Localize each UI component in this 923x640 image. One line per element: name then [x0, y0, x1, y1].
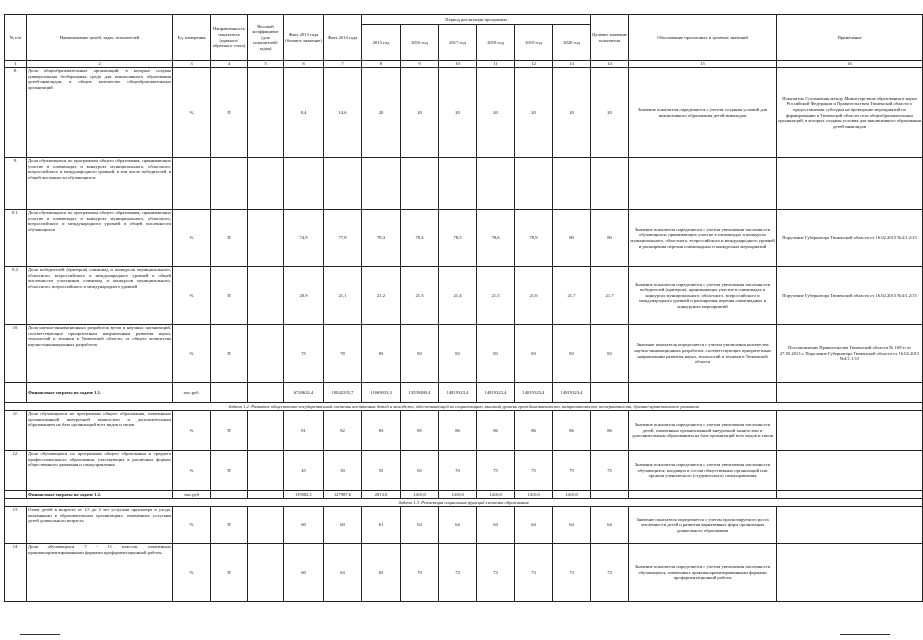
target-value: 20	[591, 68, 629, 158]
year-value	[477, 158, 515, 210]
target-value: 75	[591, 451, 629, 491]
year-value: 63	[401, 507, 439, 544]
finance-empty	[629, 383, 777, 403]
unit: %	[173, 451, 211, 491]
indicator-name: Доля общеобразовательных организаций, в которых создана универсальная безбарьерная среда для инклюзивного образования детей-инвалидов, в общем количестве общеобразовательных организаций	[27, 68, 173, 158]
fact-2013: 75	[284, 325, 324, 383]
task-1-2-title: Задача 1.2. Развитие общественно-государственной системы воспитания детей и молодежи, обеспечивающей их социализацию, высокий уровень гражданственности, патриотичности, толерантности, духовно-нравственного развития	[5, 403, 923, 411]
finance-year: 14819323,4	[553, 383, 591, 403]
target-value: 86	[591, 411, 629, 451]
year-value: 75	[553, 451, 591, 491]
fact-2013: 20,9	[284, 267, 324, 325]
year-value: 64	[477, 507, 515, 544]
weight	[248, 267, 284, 325]
year-value: 83	[515, 325, 553, 383]
direction: П	[211, 544, 248, 602]
year-value: 78,3	[362, 210, 401, 267]
year-value: 83	[477, 325, 515, 383]
table-row	[5, 411, 923, 451]
fact-2014: 78	[324, 325, 362, 383]
weight	[248, 451, 284, 491]
year-value: 78,9	[515, 210, 553, 267]
finance-2013: 6720632,4	[284, 383, 324, 403]
year-value	[362, 158, 401, 210]
justification: Значение показателя определяется с учетом создания условий для инклюзивного образования детей-инвалидов	[629, 68, 777, 158]
header-row	[5, 15, 923, 25]
col-number: 15	[629, 61, 777, 68]
finance-empty	[777, 491, 923, 499]
year-value: 73	[477, 544, 515, 602]
unit: %	[173, 267, 211, 325]
year-value	[553, 158, 591, 210]
col-number: 2	[27, 61, 173, 68]
indicator-name: Доля обучающихся по программам общего образования, принимающих участие в олимпиадах и конкурсах муниципального, областного, всероссийского и международного уровней в общей численности обучающихся	[27, 210, 173, 267]
year-value	[401, 158, 439, 210]
direction: П	[211, 411, 248, 451]
fact-2014: 82	[324, 411, 362, 451]
indicator-name: Доля победителей (призеров) олимпиад и конкурсов муниципального, областного, всероссийского и международного уровней в общей численности участников олимпиад и конкурсов муниципального, областного, всероссийского и международного уровней	[27, 267, 173, 325]
direction: П	[211, 507, 248, 544]
finance-year: 2813,0	[362, 491, 401, 499]
year-value: 21,5	[477, 267, 515, 325]
header-justification: Обоснование прогнозных и целевых значений	[629, 15, 777, 61]
weight	[248, 507, 284, 544]
finance-year: 1410,0	[515, 491, 553, 499]
target-value	[591, 158, 629, 210]
year-value: 86	[477, 411, 515, 451]
year-value: 20	[362, 68, 401, 158]
header-fact-2014: Факт 2014 года	[324, 15, 362, 61]
note: Поручение Губернатора Тюменской области от 16.02.2015 №4/1.2/15	[777, 210, 923, 267]
header-target: Целевое значение показателя	[591, 15, 629, 61]
col-number: 8	[362, 61, 401, 68]
header-direction: Направленность показателя (прямого/обратного счета)	[211, 15, 248, 61]
finance-empty	[248, 491, 284, 499]
row-number: 9.1.	[5, 210, 27, 267]
year-value: 86	[553, 411, 591, 451]
weight	[248, 544, 284, 602]
note: Поручение Губернатора Тюменской области от 16.02.2015 №4/1.2/15	[777, 267, 923, 325]
unit: %	[173, 507, 211, 544]
header-weight: Весовой коэффициент (для показателей/задач)	[248, 15, 284, 61]
col-number: 7	[324, 61, 362, 68]
year-value: 64	[439, 507, 477, 544]
justification: Значение показателя определяется с учетом увеличения численности обучающихся, охваченных практикоориентированными формами профориентационной работы	[629, 544, 777, 602]
year-value: 73	[439, 544, 477, 602]
finance-no	[5, 383, 27, 403]
row-number: 8.	[5, 68, 27, 158]
year-value	[515, 158, 553, 210]
direction: П	[211, 325, 248, 383]
header-year: 2015 год	[362, 25, 401, 61]
unit: %	[173, 325, 211, 383]
header-year: 2019 год	[515, 25, 553, 61]
year-value: 20	[477, 68, 515, 158]
finance-row	[5, 383, 923, 403]
table-row	[5, 325, 923, 383]
indicator-name: Доля обучающихся по программам общего образования и среднего профессионального образования, участвующих в различных формах общественного движения и самоуправления	[27, 451, 173, 491]
year-value: 83	[439, 325, 477, 383]
header-year: 2017 год	[439, 25, 477, 61]
year-value: 20	[515, 68, 553, 158]
finance-no	[5, 491, 27, 499]
finance-empty	[629, 491, 777, 499]
year-value: 65	[401, 451, 439, 491]
finance-empty	[248, 383, 284, 403]
target-value: 80	[591, 210, 629, 267]
table-row	[5, 267, 923, 325]
header-fact-2013: Факт 2013 года (базовое значение)	[284, 15, 324, 61]
finance-empty	[777, 383, 923, 403]
target-value: 21,7	[591, 267, 629, 325]
unit: %	[173, 411, 211, 451]
indicator-name: Доля обучающихся по программам общего образования, охваченных организованной внеурочной занятостью и дополнительным образованием на базе организаций всех видов и типов	[27, 411, 173, 451]
fact-2013: 60	[284, 544, 324, 602]
col-number: 1	[5, 61, 27, 68]
year-value: 70	[401, 544, 439, 602]
weight	[248, 325, 284, 383]
finance-2013: 119582,1	[284, 491, 324, 499]
year-value: 73	[515, 544, 553, 602]
fact-2014: 60	[324, 507, 362, 544]
row-number: 14.	[5, 544, 27, 602]
header-note: Примечание	[777, 15, 923, 61]
note: Постановление Правительства Тюменской области № 169-п от 27.05.2013 г. Поручение Губернатора Тюменской области от 16.02.2015 №4/1.1/15	[777, 325, 923, 383]
column-numbers-row	[5, 61, 923, 68]
indicator-name: Доля обучающихся по программам общего образования, принимающих участие в олимпиадах и конкурсах муниципального, областного, всероссийского и международного уровней, в том числе победителей, в общей численности обучающихся:	[27, 158, 173, 210]
finance-label: Финансовые затраты по задаче 1.2.	[27, 491, 173, 499]
table-row	[5, 68, 923, 158]
fact-2013: 81	[284, 411, 324, 451]
col-number: 10	[439, 61, 477, 68]
unit	[173, 158, 211, 210]
fact-2013: 8,4	[284, 68, 324, 158]
col-number: 5	[248, 61, 284, 68]
year-value: 78,5	[439, 210, 477, 267]
unit: %	[173, 544, 211, 602]
justification: Значение показателя определяется с учетом прогнозируемого роста численности детей и развития вариативных форм организации дошкольного образования	[629, 507, 777, 544]
row-number: 9.	[5, 158, 27, 210]
header-year: 2018 год	[477, 25, 515, 61]
direction: П	[211, 451, 248, 491]
weight	[248, 210, 284, 267]
finance-year: 14819323,4	[515, 383, 553, 403]
table-row	[5, 451, 923, 491]
year-value: 21,2	[362, 267, 401, 325]
finance-label: Финансовые затраты по задаче 1.1.	[27, 383, 173, 403]
finance-empty	[591, 383, 629, 403]
year-value: 86	[515, 411, 553, 451]
finance-year: 14819323,4	[477, 383, 515, 403]
row-number: 9.2.	[5, 267, 27, 325]
target-value: 83	[591, 325, 629, 383]
year-value: 83	[362, 325, 401, 383]
weight	[248, 411, 284, 451]
year-value: 20	[439, 68, 477, 158]
finance-2014: 127987,6	[324, 491, 362, 499]
finance-row	[5, 491, 923, 499]
justification: Значение показателя определяется с учетом увеличения численности обучающихся, принимающих участие в олимпиадах и конкурсах муниципального, областного, всероссийского и международного уровней и расширения перечня олимпиадных и конкурсных мероприятий	[629, 210, 777, 267]
header-no: № п/п	[5, 15, 27, 61]
row-number: 10.	[5, 325, 27, 383]
finance-empty	[211, 383, 248, 403]
justification: Значение показателя определяется с учетом увеличения численности обучающихся, входящих в состав общественных организаций или органов ученического (студенческого) самоуправления	[629, 451, 777, 491]
finance-empty	[211, 491, 248, 499]
col-number: 13	[553, 61, 591, 68]
indicators-table	[4, 14, 923, 602]
year-value: 21,4	[439, 267, 477, 325]
table-row	[5, 507, 923, 544]
row-number: 13.	[5, 507, 27, 544]
weight	[248, 158, 284, 210]
year-value	[439, 158, 477, 210]
table-row	[5, 544, 923, 602]
finance-year: 1410,0	[439, 491, 477, 499]
col-number: 6	[284, 61, 324, 68]
direction	[211, 158, 248, 210]
justification: Значение показателя определяется с учетом увеличения количества научно-инновационных разработок, соответствующих приоритетным направлениям развития науки, технологий и техники в Тюменской области	[629, 325, 777, 383]
col-number: 4	[211, 61, 248, 68]
section-row	[5, 403, 923, 411]
finance-year: 13559480,4	[401, 383, 439, 403]
year-value: 85	[401, 411, 439, 451]
table-row	[5, 210, 923, 267]
finance-year: 1410,0	[553, 491, 591, 499]
fact-2014: 50	[324, 451, 362, 491]
year-value: 75	[515, 451, 553, 491]
year-value: 21,3	[401, 267, 439, 325]
col-number: 3	[173, 61, 211, 68]
indicator-name: Доля научно-инновационных разработок вузов и научных организаций, соответствующих приоритетным направлениям развития науки, технологий и техники в Тюменской области, от общего количества научно-инновационных разработок	[27, 325, 173, 383]
row-number: 11.	[5, 411, 27, 451]
finance-empty	[591, 491, 629, 499]
section-row	[5, 499, 923, 507]
year-value: 21,7	[553, 267, 591, 325]
fact-2013: 60	[284, 507, 324, 544]
finance-year: 11669033,3	[362, 383, 401, 403]
year-value: 64	[515, 507, 553, 544]
target-value: 73	[591, 544, 629, 602]
year-value: 75	[477, 451, 515, 491]
finance-unit: тыс.руб.	[173, 383, 211, 403]
indicator-name: Охват детей в возрасте от 1,5 до 3 лет услугами присмотра и ухода, оказанными в образовательных организациях, охваченных услугами детей дошкольного возраста	[27, 507, 173, 544]
col-number: 14	[591, 61, 629, 68]
scan-edge-mark	[840, 634, 890, 635]
justification: Значение показателя определяется с учетом увеличения численности детей, охваченных организованной внеурочной занятостью и дополнительным образованием на базе организаций всех видов и типов	[629, 411, 777, 451]
year-value: 20	[401, 68, 439, 158]
header-name: Наименование целей, задач, показателей	[27, 15, 173, 61]
header-year: 2016 год	[401, 25, 439, 61]
note	[777, 544, 923, 602]
note	[777, 411, 923, 451]
col-number: 12	[515, 61, 553, 68]
year-value: 70	[439, 451, 477, 491]
year-value: 64	[553, 507, 591, 544]
fact-2014: 77,8	[324, 210, 362, 267]
row-number: 12.	[5, 451, 27, 491]
year-value: 55	[362, 451, 401, 491]
col-number: 16	[777, 61, 923, 68]
note	[777, 507, 923, 544]
note	[777, 451, 923, 491]
direction: П	[211, 267, 248, 325]
finance-unit: тыс.руб	[173, 491, 211, 499]
year-value: 83	[401, 325, 439, 383]
target-value: 64	[591, 507, 629, 544]
weight	[248, 68, 284, 158]
direction: П	[211, 68, 248, 158]
fact-2013: 74,9	[284, 210, 324, 267]
note: Показатель Соглашения между Министерством образования и науки Российской Федерации и Правительством Тюменской области о предоставлении субсидии на проведение мероприятий по формированию в Тюменской области сети общеобразовательных организаций, в которых созданы условия для инклюзивного образования детей-инвалидов	[777, 68, 923, 158]
fact-2013: 45	[284, 451, 324, 491]
scan-edge-mark	[20, 634, 60, 635]
year-value: 78,4	[401, 210, 439, 267]
year-value: 21,6	[515, 267, 553, 325]
header-year: 2020 год	[553, 25, 591, 61]
year-value: 78,6	[477, 210, 515, 267]
year-value: 65	[362, 544, 401, 602]
unit: %	[173, 210, 211, 267]
header-unit: Ед. измерения	[173, 15, 211, 61]
finance-2014: 10042335,7	[324, 383, 362, 403]
task-1-3-title: Задача 1.3. Реализация социальных функций системы образования	[5, 499, 923, 507]
year-value: 86	[439, 411, 477, 451]
col-number: 11	[477, 61, 515, 68]
year-value: 73	[553, 544, 591, 602]
year-value: 80	[553, 210, 591, 267]
table-row	[5, 158, 923, 210]
justification	[629, 158, 777, 210]
indicator-name: Доля обучающихся 7 - 11 классов, охваченных практикоориентированными формами профориентационной работы	[27, 544, 173, 602]
finance-year: 14819323,4	[439, 383, 477, 403]
year-value: 83	[553, 325, 591, 383]
fact-2014: 63	[324, 544, 362, 602]
unit: %	[173, 68, 211, 158]
fact-2014: 21,1	[324, 267, 362, 325]
fact-2013	[284, 158, 324, 210]
year-value: 20	[553, 68, 591, 158]
year-value: 83	[362, 411, 401, 451]
finance-year: 1410,0	[477, 491, 515, 499]
fact-2014: 14,6	[324, 68, 362, 158]
justification: Значение показателя определяется с учетом увеличения численности победителей (призеров), принимающих участие в олимпиадах и конкурсах муниципального, областного, всероссийского и международного уровней и расширения перечня олимпиадных и конкурсных мероприятий	[629, 267, 777, 325]
note	[777, 158, 923, 210]
header-period: Период реализации программы	[362, 15, 591, 25]
direction: П	[211, 210, 248, 267]
finance-year: 1410,0	[401, 491, 439, 499]
fact-2014	[324, 158, 362, 210]
col-number: 9	[401, 61, 439, 68]
year-value: 61	[362, 507, 401, 544]
